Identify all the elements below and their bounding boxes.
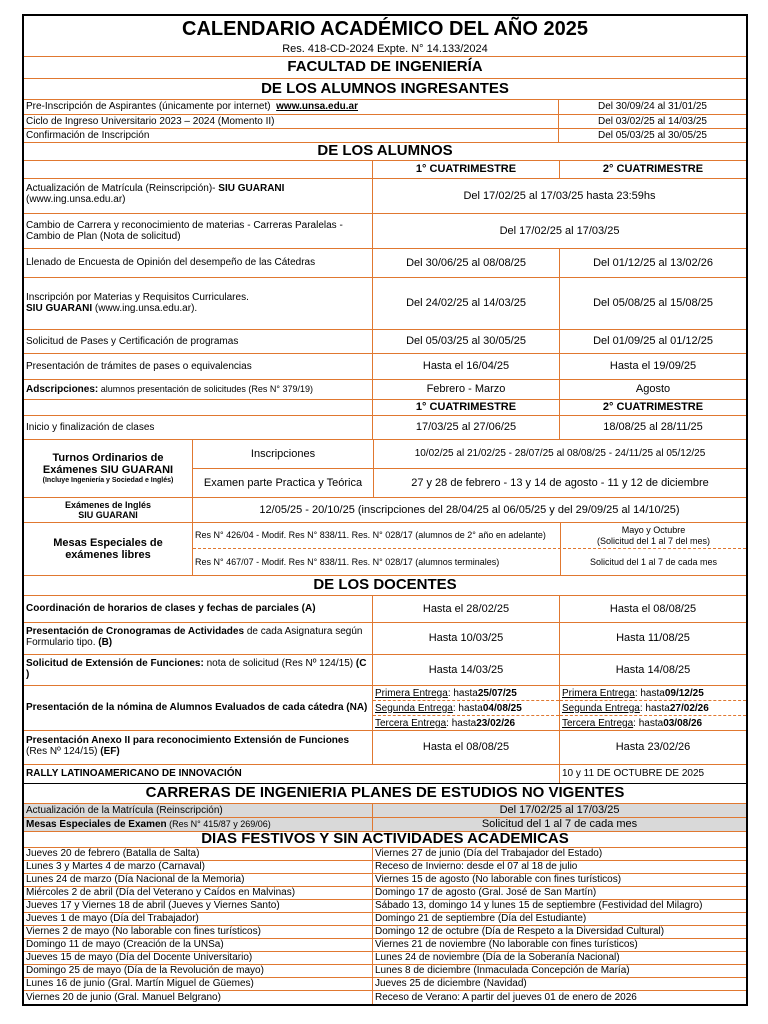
cambio-date: Del 17/02/25 al 17/03/25 — [372, 214, 746, 248]
festivo-left: Jueves 17 y Viernes 18 de abril (Jueves y Viernes Santo) — [26, 900, 280, 912]
unsa-link[interactable]: www.unsa.edu.ar — [276, 101, 359, 113]
docentes-heading-row — [24, 576, 746, 596]
no-vigentes-value-1: Del 17/02/25 al 17/03/25 — [372, 804, 746, 817]
tramites-row — [24, 354, 746, 380]
nomina-label: Presentación de la nómina de Alumnos Evaluados de cada cátedra (NA) — [26, 702, 368, 714]
no-vigentes-label-1: Actualización de la Matrícula (Reinscripción) — [26, 804, 223, 816]
ingles-row — [24, 498, 746, 523]
nomina-entregas-2 — [559, 686, 746, 730]
festivo-left: Jueves 20 de febrero (Batalla de Salta) — [26, 848, 200, 860]
rally-row — [24, 765, 746, 784]
festivo-right: Lunes 8 de diciembre (Inmaculada Concepción de María) — [372, 965, 746, 977]
ingresantes-date: Del 03/02/25 al 14/03/25 — [558, 115, 746, 128]
anexo-date-2: Hasta 23/02/26 — [559, 731, 746, 764]
crono-label: Presentación de Cronogramas de Actividades de cada Asignatura según Formulario tipo. (B) — [26, 626, 363, 649]
mesas-row — [24, 523, 746, 576]
adscripciones-date-1: Febrero - Marzo — [372, 380, 559, 399]
festivo-right: Domingo 21 de septiembre (Día del Estudiante) — [372, 913, 746, 925]
festivo-right: Sábado 13, domingo 14 y lunes 15 de septiembre (Festividad del Milagro) — [372, 900, 746, 912]
tramites-date-2: Hasta el 19/09/25 — [559, 354, 746, 379]
festivo-left: Viernes 2 de mayo (No laborable con fines turísticos) — [26, 926, 261, 938]
cuatrimestre-header-row — [24, 161, 746, 179]
encuesta-date-1: Del 30/06/25 al 08/08/25 — [372, 249, 559, 277]
cambio-row — [24, 214, 746, 249]
inscripcion-label: Inscripción por Materias y Requisitos Curriculares. SIU GUARANI (www.ing.unsa.edu.ar). — [26, 292, 249, 315]
ingresantes-date: Del 30/09/24 al 31/01/25 — [558, 100, 746, 114]
no-vigentes-value-2: Solicitud del 1 al 7 de cada mes — [372, 818, 746, 831]
encuesta-date-2: Del 01/12/25 al 13/02/26 — [559, 249, 746, 277]
festivo-right: Viernes 15 de agosto (No laborable con fines turísticos) — [372, 874, 746, 886]
turnos-examen-value: 27 y 28 de febrero - 13 y 14 de agosto - 11 y 12 de diciembre — [373, 469, 746, 497]
festivos-list — [24, 848, 746, 1004]
encuesta-label: Llenado de Encuesta de Opinión del desempeño de las Cátedras — [26, 257, 316, 269]
matricula-date: Del 17/02/25 al 17/03/25 hasta 23:59hs — [372, 179, 746, 213]
inscripcion-row — [24, 278, 746, 330]
ingresantes-row — [24, 129, 746, 143]
col-cuatrimestre-2: 2° CUATRIMESTRE — [559, 161, 746, 178]
festivos-heading: DIAS FESTIVOS Y SIN ACTIVIDADES ACADEMICAS — [201, 832, 569, 847]
clases-label: Inicio y finalización de clases — [26, 421, 155, 433]
ingresantes-heading-row — [24, 79, 746, 100]
no-vigentes-row — [24, 804, 746, 818]
pases-label: Solicitud de Pases y Certificación de programas — [26, 335, 239, 347]
tramites-date-1: Hasta el 16/04/25 — [372, 354, 559, 379]
nomina-row — [24, 686, 746, 731]
ingresantes-label: Ciclo de Ingreso Universitario 2023 – 2024 (Momento II) — [26, 115, 275, 127]
festivos-heading-row — [24, 832, 746, 848]
festivo-right: Domingo 12 de octubre (Día de Respeto a la Diversidad Cultural) — [372, 926, 746, 938]
festivo-row — [24, 991, 746, 1004]
extension-date-2: Hasta 14/08/25 — [559, 655, 746, 685]
col-cuatrimestre-2: 2° CUATRIMESTRE — [559, 400, 746, 415]
entrega-item: Tercera Entrega : hasta 03/08/26 — [562, 717, 703, 729]
cambio-label: Cambio de Carrera y reconocimiento de materias - Carreras Paralelas - Cambio de Plan (Nota de solicitud) — [26, 219, 343, 242]
adscripciones-date-2: Agosto — [559, 380, 746, 399]
ingresantes-label: Confirmación de Inscripción — [26, 129, 150, 141]
mesas-title: Mesas Especiales de exámenes libres — [53, 536, 163, 561]
clases-row — [24, 416, 746, 440]
festivo-row — [24, 900, 746, 913]
festivo-left: Jueves 1 de mayo (Día del Trabajador) — [26, 913, 199, 925]
festivo-left: Domingo 25 de mayo (Día de la Revolución de mayo) — [26, 965, 264, 977]
no-vigentes-label-2: Mesas Especiales de Examen (Res N° 415/87 y 269/06) — [26, 819, 271, 830]
alumnos-heading-row — [24, 143, 746, 161]
festivo-left: Miércoles 2 de abril (Día del Veterano y Caídos en Malvinas) — [26, 887, 296, 899]
inscripcion-date-2: Del 05/08/25 al 15/08/25 — [559, 278, 746, 329]
cuatrimestre-header-row-2 — [24, 400, 746, 416]
turnos-inscripciones-value: 10/02/25 al 21/02/25 - 28/07/25 al 08/08/25 - 24/11/25 al 05/12/25 — [373, 440, 746, 468]
inscripcion-date-1: Del 24/02/25 al 14/03/25 — [372, 278, 559, 329]
ingles-value: 12/05/25 - 20/10/25 (inscripciones del 28/04/25 al 06/05/25 y del 29/09/25 al 14/10/25) — [192, 498, 746, 522]
no-vigentes-row — [24, 818, 746, 832]
pases-date-2: Del 01/09/25 al 01/12/25 — [559, 330, 746, 353]
pases-date-1: Del 05/03/25 al 30/05/25 — [372, 330, 559, 353]
matricula-label: Actualización de Matrícula (Reinscripción)- SIU GUARANI (www.ing.unsa.edu.ar) — [26, 183, 285, 206]
title-row — [24, 16, 746, 43]
entrega-item: Segunda Entrega : hasta 27/02/26 — [560, 701, 746, 716]
festivo-right: Viernes 27 de junio (Día del Trabajador del Estado) — [372, 848, 746, 860]
festivo-right: Domingo 17 de agosto (Gral. José de San Martín) — [372, 887, 746, 899]
rally-value: 10 y 11 DE OCTUBRE DE 2025 — [559, 765, 746, 783]
mesas-res-2: Res N° 467/07 - Modif. Res N° 838/11. Res. N° 028/17 (alumnos terminales) — [195, 556, 500, 567]
calendar-document — [22, 14, 748, 1006]
festivo-right: Receso de Invierno: desde el 07 al 18 de julio — [372, 861, 746, 873]
festivo-left: Lunes 3 y Martes 4 de marzo (Carnaval) — [26, 861, 205, 873]
extension-label: Solicitud de Extensión de Funciones: nota de solicitud (Res Nº 124/15) (C ) — [26, 658, 367, 681]
rally-label: RALLY LATINOAMERICANO DE INNOVACIÓN — [26, 768, 242, 780]
tramites-label: Presentación de trámites de pases o equivalencias — [26, 360, 252, 372]
coord-date-1: Hasta el 28/02/25 — [372, 596, 559, 622]
festivo-row — [24, 913, 746, 926]
col-cuatrimestre-1: 1° CUATRIMESTRE — [372, 400, 559, 415]
entrega-item: Primera Entrega : hasta 25/07/25 — [373, 686, 559, 701]
anexo-row — [24, 731, 746, 765]
festivo-left: Lunes 24 de marzo (Día Nacional de la Memoria) — [26, 874, 245, 886]
festivo-row — [24, 861, 746, 874]
ingresantes-row — [24, 100, 746, 115]
entrega-item: Segunda Entrega : hasta 04/08/25 — [373, 701, 559, 716]
festivo-row — [24, 887, 746, 900]
crono-date-1: Hasta 10/03/25 — [372, 623, 559, 654]
festivo-row — [24, 874, 746, 887]
docentes-heading: DE LOS DOCENTES — [313, 576, 457, 594]
nomina-entregas-1 — [372, 686, 559, 730]
clases-date-2: 18/08/25 al 28/11/25 — [559, 416, 746, 439]
festivo-left: Lunes 16 de junio (Gral. Martín Miguel de Güemes) — [26, 978, 254, 990]
extension-row — [24, 655, 746, 686]
mesas-value-1: Mayo y Octubre (Solicitud del 1 al 7 del mes) — [560, 523, 746, 548]
mesas-value-2: Solicitud del 1 al 7 de cada mes — [560, 549, 746, 575]
ingresantes-heading: DE LOS ALUMNOS INGRESANTES — [261, 79, 509, 97]
faculty-row — [24, 57, 746, 79]
turnos-row — [24, 440, 746, 498]
anexo-label: Presentación Anexo II para reconocimiento Extensión de Funciones (Res Nº 124/15) (EF) — [26, 735, 350, 758]
pases-row — [24, 330, 746, 354]
adscripciones-row — [24, 380, 746, 400]
festivo-left: Domingo 11 de mayo (Creación de la UNSa) — [26, 939, 224, 951]
crono-row — [24, 623, 746, 655]
no-vigentes-heading-row — [24, 784, 746, 804]
anexo-date-1: Hasta el 08/08/25 — [372, 731, 559, 764]
entrega-item: Tercera Entrega : hasta 23/02/26 — [375, 717, 516, 729]
clases-date-1: 17/03/25 al 27/06/25 — [372, 416, 559, 439]
festivo-left: Viernes 20 de junio (Gral. Manuel Belgrano) — [26, 991, 221, 1003]
coord-row — [24, 596, 746, 623]
festivo-row — [24, 978, 746, 991]
festivo-row — [24, 848, 746, 861]
festivo-right: Lunes 24 de noviembre (Día de la Soberanía Nacional) — [372, 952, 746, 964]
coord-date-2: Hasta el 08/08/25 — [559, 596, 746, 622]
page-title: CALENDARIO ACADÉMICO DEL AÑO 2025 — [182, 18, 588, 41]
col-cuatrimestre-1: 1° CUATRIMESTRE — [372, 161, 559, 178]
no-vigentes-heading: CARRERAS DE INGENIERIA PLANES DE ESTUDIOS NO VIGENTES — [145, 784, 625, 802]
faculty-heading: FACULTAD DE INGENIERÍA — [287, 58, 483, 76]
festivo-row — [24, 939, 746, 952]
mesas-res-1: Res N° 426/04 - Modif. Res N° 838/11. Res. N° 028/17 (alumnos de 2° año en adelante) — [195, 530, 546, 541]
crono-date-2: Hasta 11/08/25 — [559, 623, 746, 654]
alumnos-heading: DE LOS ALUMNOS — [317, 143, 453, 160]
turnos-inscripciones-label: Inscripciones — [250, 447, 316, 460]
festivo-row — [24, 965, 746, 978]
encuesta-row — [24, 249, 746, 278]
ingresantes-label: Pre-Inscripción de Aspirantes (únicamente por internet) www.unsa.edu.ar — [26, 101, 359, 113]
ingles-title: Exámenes de Inglés SIU GUARANI — [64, 499, 152, 520]
adscripciones-label: Adscripciones: alumnos presentación de solicitudes (Res N° 379/19) — [26, 384, 313, 395]
matricula-row — [24, 179, 746, 214]
festivo-right: Viernes 21 de noviembre (No laborable con fines turísticos) — [372, 939, 746, 951]
festivo-right: Receso de Verano: A partir del jueves 01 de enero de 2026 — [372, 991, 746, 1004]
ingresantes-row — [24, 115, 746, 129]
festivo-row — [24, 926, 746, 939]
turnos-title: Turnos Ordinarios de Exámenes SIU GUARANI (Incluye Ingeniería y Sociedad e Inglés) — [42, 451, 174, 485]
ingresantes-date: Del 05/03/25 al 30/05/25 — [558, 129, 746, 142]
festivo-row — [24, 952, 746, 965]
entrega-item: Primera Entrega : hasta 09/12/25 — [560, 686, 746, 701]
coord-label: Coordinación de horarios de clases y fechas de parciales (A) — [26, 603, 316, 615]
extension-date-1: Hasta 14/03/25 — [372, 655, 559, 685]
subtitle-row — [24, 43, 746, 57]
festivo-right: Jueves 25 de diciembre (Navidad) — [372, 978, 746, 990]
resolution-subtitle: Res. 418-CD-2024 Expte. N° 14.133/2024 — [282, 43, 488, 56]
festivo-left: Jueves 15 de mayo (Día del Docente Universitario) — [26, 952, 253, 964]
turnos-examen-label: Examen parte Practica y Teórica — [203, 476, 363, 489]
